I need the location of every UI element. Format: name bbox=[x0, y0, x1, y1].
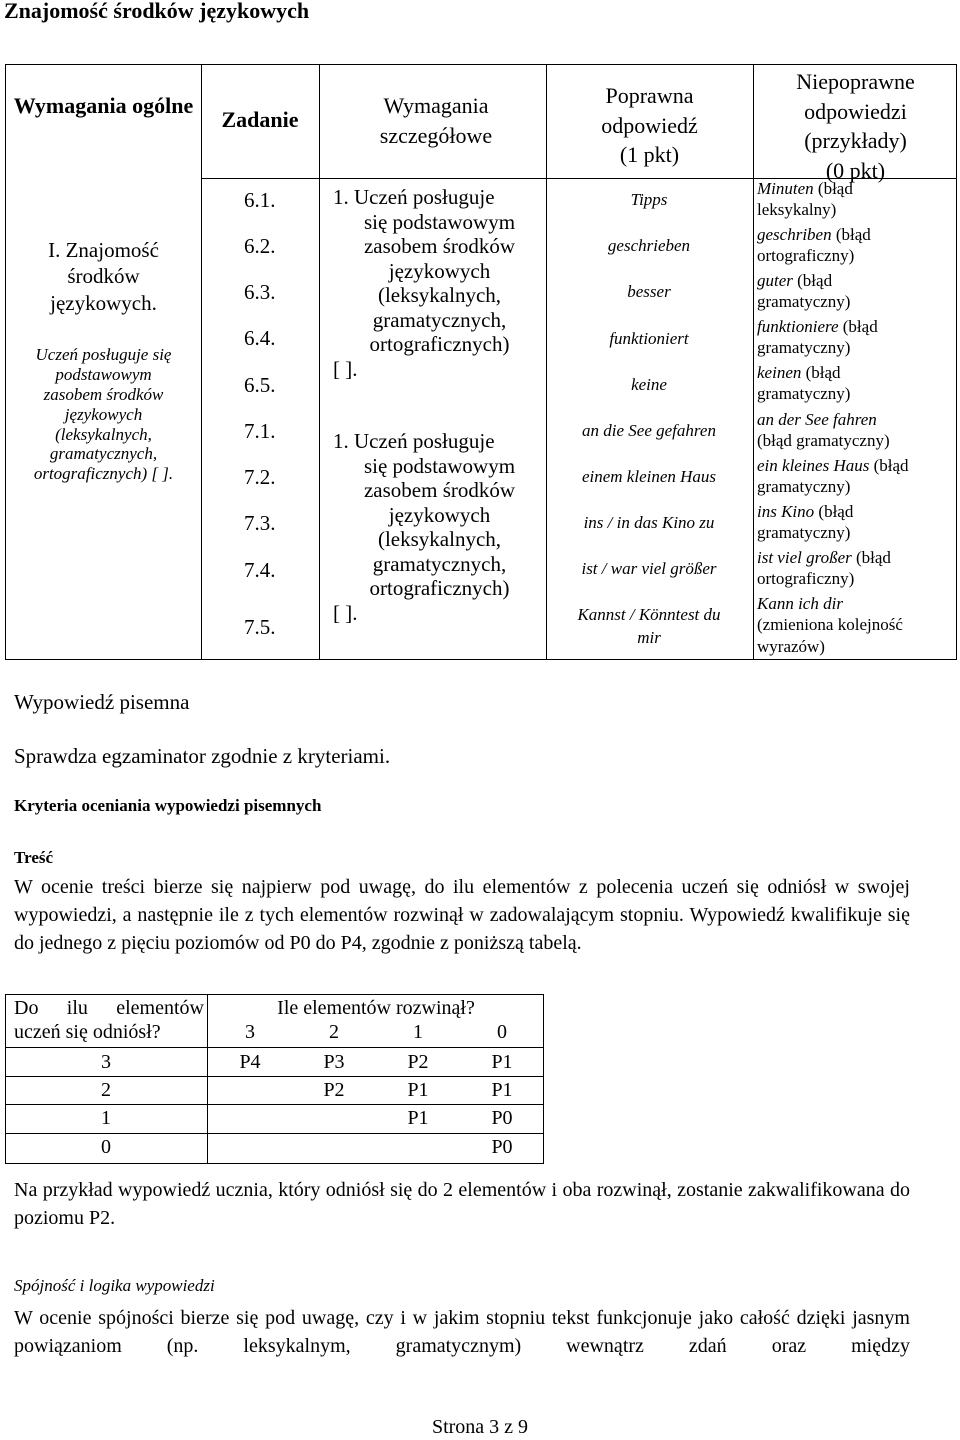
incorrect-answer bbox=[757, 362, 957, 405]
task-number: 6.5. bbox=[244, 373, 276, 397]
examiner-note: Sprawdza egzaminator zgodnie z kryteriami. bbox=[14, 744, 391, 768]
task-number: 7.4. bbox=[244, 558, 276, 582]
header-correct bbox=[546, 81, 753, 170]
incorrect-note: (błąd bbox=[792, 271, 833, 290]
incorrect-word: ein kleines Haus bbox=[757, 456, 870, 475]
detailed-line: zasobem środków bbox=[363, 234, 516, 259]
correct-answer: geschrieben bbox=[607, 236, 691, 255]
general-description bbox=[6, 345, 201, 484]
detailed-line: się podstawowym bbox=[363, 209, 516, 234]
header-incorrect bbox=[753, 67, 958, 186]
detailed-line: gramatycznych, bbox=[372, 551, 507, 576]
correct-answer: einem kleinen Haus bbox=[581, 467, 717, 486]
incorrect-note: (błąd bbox=[851, 548, 891, 567]
header-correct-line: Poprawna bbox=[605, 83, 694, 108]
incorrect-word: Minuten bbox=[757, 179, 814, 198]
correct-answer: Kannst / Könntest du bbox=[577, 605, 721, 624]
incorrect-note: gramatyczny) bbox=[757, 477, 851, 497]
level-cell: P0 bbox=[491, 1136, 513, 1158]
correct-answer: keine bbox=[631, 375, 667, 394]
incorrect-word: Kann ich dir bbox=[757, 594, 843, 613]
detailed-line: zasobem środków bbox=[363, 478, 516, 503]
correct-answer: ins / in das Kino zu bbox=[583, 513, 715, 532]
header-general-text: Wymagania ogólne bbox=[13, 93, 194, 118]
content-heading: Treść bbox=[14, 848, 54, 867]
detailed-line: się podstawowym bbox=[363, 453, 516, 478]
detailed-requirement-6 bbox=[319, 185, 553, 382]
incorrect-word: keinen bbox=[757, 363, 802, 382]
incorrect-answer bbox=[757, 224, 957, 267]
task-number: 6.3. bbox=[244, 280, 276, 304]
correct-answer: Tipps bbox=[630, 190, 668, 209]
level-cell: P1 bbox=[491, 1079, 513, 1101]
general-desc-line: językowych bbox=[64, 404, 143, 424]
incorrect-note: (błąd bbox=[831, 225, 871, 244]
incorrect-note: (błąd bbox=[801, 363, 841, 382]
incorrect-answer bbox=[757, 316, 957, 359]
incorrect-word: geschriben bbox=[757, 225, 832, 244]
section-written-heading: Wypowiedź pisemna bbox=[14, 690, 190, 714]
incorrect-note: (błąd bbox=[813, 179, 853, 198]
level-cell: P2 bbox=[323, 1079, 345, 1101]
header-general bbox=[6, 91, 201, 121]
level-cell: P1 bbox=[407, 1107, 429, 1129]
header-detailed: Wymagania szczegółowe bbox=[379, 93, 493, 148]
detailed-line: językowych bbox=[388, 258, 491, 283]
detailed-line: językowych bbox=[388, 502, 491, 527]
incorrect-answer bbox=[757, 178, 957, 221]
incorrect-note: ortograficzny) bbox=[757, 569, 855, 589]
correct-answer: mir bbox=[637, 628, 661, 647]
header-task: Zadanie bbox=[221, 107, 299, 132]
incorrect-note: gramatyczny) bbox=[757, 292, 851, 312]
incorrect-answer bbox=[757, 593, 957, 657]
incorrect-word: ins Kino bbox=[757, 502, 815, 521]
page-footer: Strona 3 z 9 bbox=[431, 1416, 529, 1438]
detailed-line: [ ]. bbox=[333, 600, 358, 625]
correct-answer: funktioniert bbox=[609, 329, 689, 348]
content-paragraph: W ocenie treści bierze się najpierw pod uwagę, do ilu elementów z polecenia uczeń się odniósł w swojej wypowiedzi, a następnie ile z tych elementów rozwinął w zadowalającym stopniu. Wypowiedź kwalifikuje się do jednego z pięciu poziomów od P0 do P4, zgodnie z poniższą tabelą. bbox=[14, 876, 910, 954]
incorrect-note: gramatyczny) bbox=[757, 338, 851, 358]
detailed-line: 1. Uczeń posługuje bbox=[333, 429, 495, 453]
incorrect-word: an der See fahren bbox=[757, 410, 877, 429]
level-cell: P1 bbox=[407, 1079, 429, 1101]
header-correct-line: odpowiedź bbox=[601, 112, 698, 138]
incorrect-word: ist viel großer bbox=[757, 548, 852, 567]
correct-answer: besser bbox=[627, 282, 671, 301]
level-cell: P1 bbox=[491, 1051, 513, 1073]
task-number: 7.5. bbox=[244, 615, 276, 639]
header-incorrect-line: odpowiedzi bbox=[804, 98, 907, 124]
task-number: 7.3. bbox=[244, 511, 276, 535]
level-table bbox=[5, 994, 544, 1164]
general-desc-line: podstawowym bbox=[55, 364, 152, 384]
detailed-line: (leksykalnych, bbox=[377, 283, 502, 308]
correct-answer: an die See gefahren bbox=[582, 421, 716, 440]
level-col: 1 bbox=[413, 1021, 423, 1043]
detailed-line: [ ]. bbox=[333, 356, 358, 381]
incorrect-note: (zmieniona kolejność bbox=[757, 615, 903, 635]
detailed-line: ortograficznych) bbox=[369, 576, 510, 601]
incorrect-note: wyrazów) bbox=[757, 636, 825, 656]
incorrect-note: (błąd bbox=[814, 502, 854, 521]
incorrect-answer bbox=[757, 501, 957, 544]
header-incorrect-line: Niepoprawne bbox=[796, 69, 915, 94]
incorrect-note: (błąd bbox=[869, 456, 909, 475]
incorrect-note: (błąd bbox=[838, 317, 878, 336]
level-cell: P4 bbox=[239, 1051, 261, 1073]
general-title bbox=[6, 237, 201, 316]
task-number: 6.1. bbox=[244, 188, 276, 212]
level-row-header: uczeń się odniósł? bbox=[14, 1021, 161, 1043]
incorrect-answer bbox=[757, 455, 957, 498]
incorrect-note: gramatyczny) bbox=[757, 523, 851, 543]
coherence-heading: Spójność i logika wypowiedzi bbox=[14, 1276, 215, 1295]
level-row-header: Do ilu elementów bbox=[14, 997, 204, 1019]
general-title-line: językowych. bbox=[50, 290, 157, 315]
incorrect-answer bbox=[757, 547, 957, 590]
detailed-line: ortograficznych) bbox=[369, 332, 510, 357]
page-title: Znajomość środków językowych bbox=[4, 0, 310, 23]
general-desc-line: (leksykalnych, bbox=[55, 424, 152, 444]
header-incorrect-line: (0 pkt) bbox=[825, 158, 886, 184]
task-number: 7.2. bbox=[244, 465, 276, 489]
level-col: 2 bbox=[329, 1021, 339, 1043]
task-number: 7.1. bbox=[244, 419, 276, 443]
incorrect-note: gramatyczny) bbox=[757, 384, 851, 404]
general-title-line: środków bbox=[67, 264, 140, 289]
incorrect-answer bbox=[757, 270, 957, 313]
level-cell: P2 bbox=[407, 1051, 429, 1073]
header-correct-line: (1 pkt) bbox=[619, 142, 680, 168]
incorrect-word: guter bbox=[757, 271, 793, 290]
level-cell: P3 bbox=[323, 1051, 345, 1073]
level-row-label: 1 bbox=[101, 1107, 111, 1129]
incorrect-note: ortograficzny) bbox=[757, 246, 855, 266]
level-cell: P0 bbox=[491, 1107, 513, 1129]
general-desc-line: Uczeń posługuje się bbox=[35, 345, 172, 364]
level-col: 0 bbox=[497, 1021, 507, 1043]
level-row-label: 2 bbox=[101, 1079, 111, 1101]
correct-answer: ist / war viel größer bbox=[581, 559, 717, 578]
level-col-header: Ile elementów rozwinął? bbox=[277, 997, 475, 1019]
coherence-paragraph: W ocenie spójności bierze się pod uwagę, czy i w jakim stopniu tekst funkcjonuje jako całość dzięki jasnym powiązaniom (np. leksykalnym, gramatycznym) wewnątrz zdań oraz między bbox=[14, 1307, 910, 1357]
incorrect-answer bbox=[757, 409, 957, 452]
general-desc-line: zasobem środków bbox=[43, 384, 164, 404]
general-desc-line: gramatycznych, bbox=[49, 444, 158, 464]
incorrect-note: (błąd gramatyczny) bbox=[757, 431, 890, 451]
task-number: 6.4. bbox=[244, 326, 276, 350]
incorrect-note: leksykalny) bbox=[757, 200, 837, 220]
detailed-requirement-7 bbox=[319, 429, 553, 626]
detailed-line: (leksykalnych, bbox=[377, 527, 502, 552]
header-incorrect-line: (przykłady) bbox=[804, 128, 907, 154]
level-row-label: 3 bbox=[101, 1051, 111, 1073]
general-desc-line: ortograficznych) [ ]. bbox=[33, 464, 174, 484]
table-divider bbox=[201, 65, 202, 659]
example-paragraph: Na przykład wypowiedź ucznia, który odniósł się do 2 elementów i oba rozwinął, zostanie zakwalifikowana do poziomu P2. bbox=[14, 1179, 910, 1229]
task-number: 6.2. bbox=[244, 234, 276, 258]
level-row-label: 0 bbox=[101, 1136, 111, 1158]
criteria-title: Kryteria oceniania wypowiedzi pisemnych bbox=[14, 796, 322, 815]
general-title-line: I. Znajomość bbox=[48, 238, 159, 262]
detailed-line: 1. Uczeń posługuje bbox=[333, 185, 495, 209]
incorrect-word: funktioniere bbox=[757, 317, 839, 336]
detailed-line: gramatycznych, bbox=[372, 307, 507, 332]
level-col: 3 bbox=[245, 1021, 255, 1043]
